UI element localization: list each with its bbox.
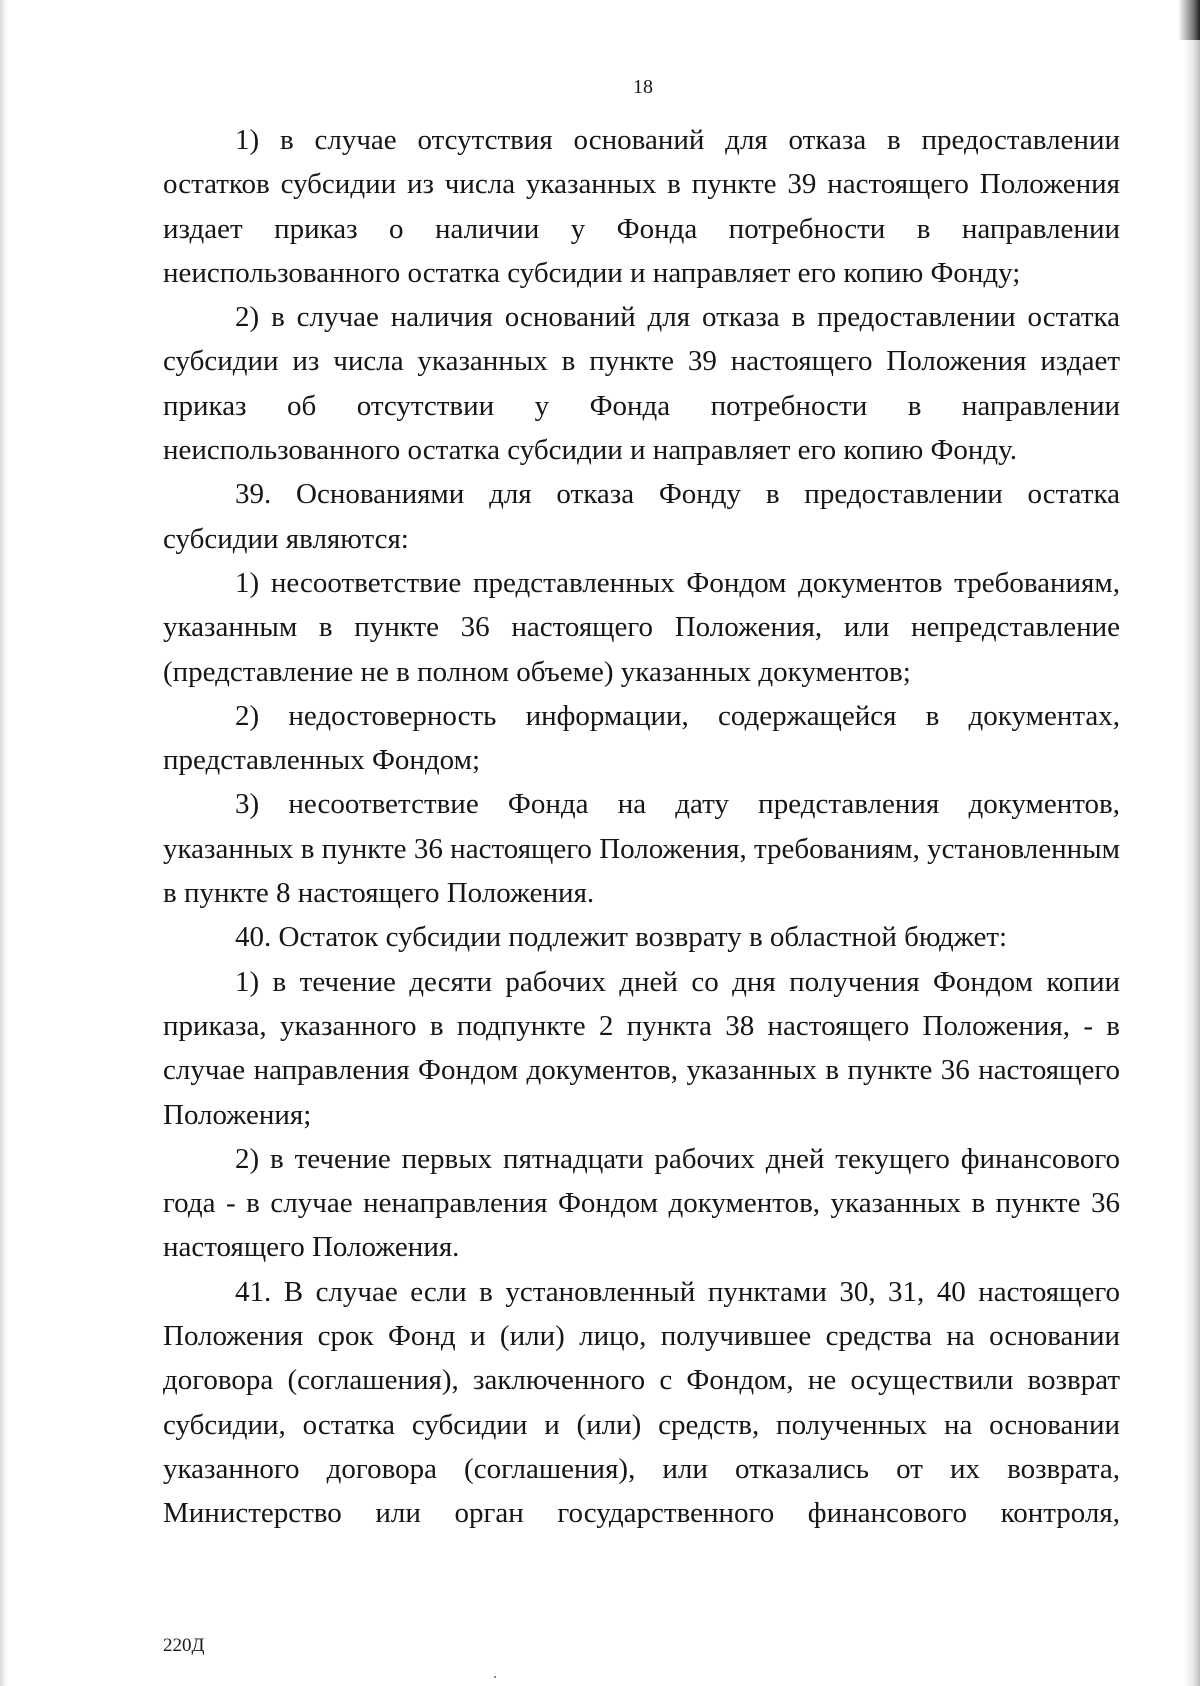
paragraph-40: 40. Остаток субсидии подлежит возврату в областной бюджет: — [235, 921, 1008, 954]
paragraph-38-2: 2) в случае наличия оснований для отказа в предоставлении остатка субсидии из числа указанных в пункте 39 настоящего Положения издает приказ об отсутствии у Фонда потребности в направлении неиспользованного остатка субсидии и направляет его копию Фонду. — [163, 301, 1120, 467]
scan-edge-corner — [1178, 0, 1200, 40]
footer-document-code: 220Д — [163, 1635, 205, 1656]
scan-edge-left — [0, 0, 8, 1686]
paragraph-39-3: 3) несоответствие Фонда на дату представления документов, указанных в пункте 36 настоящего Положения, требованиям, установленным в пункте 8 настоящего Положения. — [163, 788, 1120, 910]
scan-edge-right — [1184, 0, 1200, 1686]
paragraph-40-2: 2) в течение первых пятнадцати рабочих дней текущего финансового года - в случае ненаправления Фондом документов, указанных в пункте 36 настоящего Положения. — [163, 1142, 1120, 1264]
paragraph-39-1: 1) несоответствие представленных Фондом документов требованиям, указанным в пункте 36 настоящего Положения, или непредставление (представление не в полном объеме) указанных документов; — [163, 566, 1120, 688]
paragraph-39: 39. Основаниями для отказа Фонду в предоставлении остатка субсидии являются: — [163, 478, 1120, 555]
paragraph-38-1: 1) в случае отсутствия оснований для отказа в предоставлении остатков субсидии из числа указанных в пункте 39 настоящего Положения издает приказ о наличии у Фонда потребности в направлении неиспользованного остатка субсидии и направляет его копию Фонду; — [163, 124, 1120, 289]
paragraph-41: 41. В случае если в установленный пунктами 30, 31, 40 настоящего Положения срок Фонд и (или) лицо, получившее средства на основании договора (соглашения), заключенного с Фондом, не осуществили возврат субсидии, остатка субсидии и (или) средств, полученных на основании указанного договора (соглашения), или отказались от их возврата, Министерство или орган государственного финансового контроля, — [163, 1275, 1120, 1530]
paragraph-39-2: 2) недостоверность информации, содержащейся в документах, представленных Фондом; — [163, 699, 1120, 777]
page-number: 18 — [633, 76, 653, 98]
footer-mark — [494, 1676, 496, 1678]
document-body — [163, 118, 1120, 1536]
paragraph-40-1: 1) в течение десяти рабочих дней со дня получения Фондом копии приказа, указанного в подпункте 2 пункта 38 настоящего Положения, - в случае направления Фондом документов, указанных в пункте 36 настоящего Положения; — [163, 965, 1120, 1131]
